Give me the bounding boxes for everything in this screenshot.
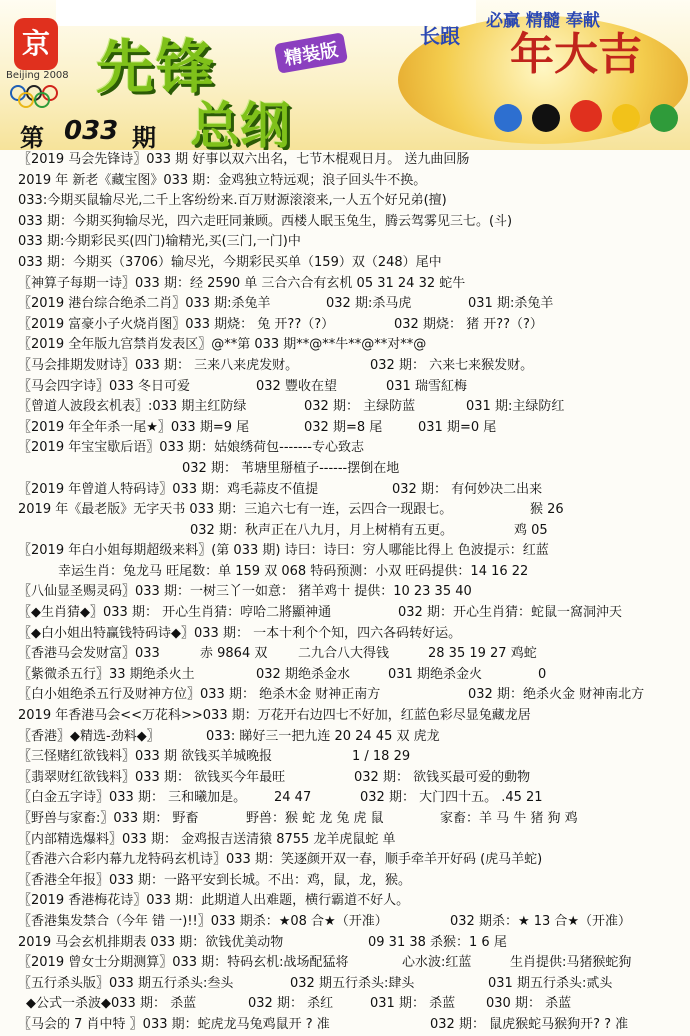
line-text: 031 期:杀兔羊 [468,296,554,312]
line-text: 〖2019 曾女士分期测算〗033 期：特码玄机:战场配猛将 [18,955,349,971]
list-item [0,1015,690,1036]
list-item [0,191,690,212]
line-text: 032 期： 六来七来猴发财。 [370,357,534,373]
list-item [0,459,690,480]
line-text: 〖野兽与家畜:〗033 期： 野畜 [18,811,199,826]
line-text: 〖2019 香港梅花诗〗033 期：此期道人出难题，横行霸道不好人。 [18,893,410,909]
line-text: 〖2019 年全年杀一尾★〗033 期=9 尾 [18,419,250,435]
line-text: 〖内部精选爆料〗033 期： 金鸡报吉送清猿 8755 龙羊虎鼠蛇 单 [18,831,396,847]
line-text: 〖◆白小姐出特赢钱特码诗◆〗033 期： 一本十利个个知，四六各码转好运。 [18,625,462,641]
line-text: 〖香港六合彩内幕九龙特码玄机诗〗033 期：笑逐颜开双一春，顺手牵羊开好码 (虎马羊蛇) [18,852,543,868]
list-item [0,685,690,706]
list-item [0,232,690,253]
slogan: 必赢 精髓 奉献 [486,11,600,31]
line-text: 〖白金五字诗〗033 期： 三和曦加是。 [18,790,247,806]
line-text: 猴 26 [530,502,564,518]
list-item [0,562,690,583]
line-text: 2019 年香港马会<<万花科>>033 期：万花开右边四七不好加，红蓝色彩尽显兔藏龙居 [18,708,531,724]
circle-big-text: 年大吉 [510,29,642,80]
list-item [0,891,690,912]
list-item [0,541,690,562]
issue-number: 033 [64,116,119,146]
list-item [0,727,690,748]
line-text: 〖2019 港台综合绝杀二肖〗033 期:杀兔羊 [18,296,271,312]
line-text: 二九合八大得钱 [298,646,390,662]
list-item [0,294,690,315]
list-item [0,953,690,974]
list-item [0,871,690,892]
line-text: 032 期烧： 猪 开??（?） [394,316,543,332]
list-item [0,171,690,192]
list-item [0,418,690,439]
list-item [0,480,690,501]
line-text: 鸡 05 [514,522,548,538]
line-text: 033 期:今期彩民买(四门)输精光,买(三门,一门)中 [18,234,301,250]
line-text: 〖2019 年宝宝歇后语〗033 期：姑娘绣荷包-------专心致志 [18,440,364,456]
line-text: 032 期： 苇塘里掰植子------摆倒在地 [182,460,400,476]
olympic-rings-icon [8,84,78,108]
olympic-emblem-icon: 京 [14,18,58,70]
list-item [0,274,690,295]
line-text: 〖2019 全年版九宫禁肖发表区〗@**第 033 期**@**牛**@**对**@ [18,337,427,353]
line-text: 033 期：今期买狗输尽光，四六走旺同兼顾。西楼人眠玉兔生，腾云驾雾见三七。(斗) [18,213,513,229]
list-item [0,150,690,171]
list-item [0,850,690,871]
list-item [0,582,690,603]
list-item [0,933,690,954]
line-text: 24 47 [274,790,312,806]
line-text: 032 期:杀马虎 [326,296,412,312]
header-banner [0,0,690,150]
list-item [0,335,690,356]
line-text: 032 期： 大门四十五。 .45 21 [360,790,543,806]
line-text: 〖马会四字诗〗033 冬日可爱 [18,378,190,394]
line-text: 家畜：羊 马 牛 猪 狗 鸡 [440,811,578,826]
list-item [0,830,690,851]
list-item [0,644,690,665]
list-item [0,603,690,624]
line-text: 032 期： 杀红 [248,996,334,1012]
prediction-list [0,150,690,1036]
line-text: 2019 年 新老《藏宝图》033 期：金鸡独立特远观；浪子回头牛不换。 [18,172,427,188]
line-text: 〖香港〗◆精选-劲料◆〗 [18,728,160,744]
line-text: 030 期： 杀蓝 [486,996,572,1012]
list-item [0,706,690,727]
list-item [0,521,690,542]
line-text: 28 35 19 27 鸡蛇 [428,646,537,662]
line-text: 〖马会的 7 肖中特 〗033 期：蛇虎龙马兔鸡鼠开 ? 准 [18,1016,330,1032]
line-text: 031 期五行杀头:贰头 [488,975,613,991]
line-text: 〖白小姐绝杀五行及财神方位〗033 期： 绝杀木金 财神正南方 [18,687,381,703]
line-text: 032 期： 主绿防蓝 [304,399,416,415]
circle-label: 长跟 [420,24,460,48]
line-text: 〖三怪赌红欲钱料〗033 期 欲钱买羊城晚报 [18,749,273,765]
list-item [0,974,690,995]
list-item [0,500,690,521]
line-text: 2019 年《最老版》无字天书 033 期：三追六七有一连，云四合一现跟七。 [18,502,453,518]
line-text: 032 期五行杀头:肆头 [290,975,415,991]
line-text: 09 31 38 杀猴：1 6 尾 [368,934,507,950]
line-text: 野兽：猴 蛇 龙 兔 虎 鼠 [246,811,384,826]
line-text: 031 期=0 尾 [418,419,497,435]
list-item [0,315,690,336]
edition-badge: 精装版 [274,32,348,74]
line-text: 032 期： 鼠虎猴蛇马猴狗开? ? 准 [430,1016,629,1032]
line-text: 031 期绝杀金火 [388,666,482,682]
line-text: 〖香港马会发财富〗033 [18,646,160,662]
line-text: 032 期=8 尾 [304,419,383,435]
line-text: 〖八仙显圣赐灵码〗033 期：一树三丫一如意： 猪羊鸡十 提供：10 23 35 40 [18,584,472,600]
line-text: 2019 马会玄机排期表 033 期：欲钱优美动物 [18,934,284,950]
line-text: 033 期：今期买（3706）输尽光，今期彩民买单（159）双（248）尾中 [18,254,442,270]
issue-prefix: 第 [20,124,44,150]
line-text: 033: 睇好三一把九连 20 24 45 双 虎龙 [206,728,440,744]
line-text: 〖2019 富豪小子火烧肖图〗033 期烧： 兔 开??（?） [18,316,335,332]
line-text: 〖2019 年曾道人特码诗〗033 期：鸡毛蒜皮不值提 [18,481,319,497]
line-text: 033:今期买鼠输尽光,二千上客纷纷来.百万财源滚滚来,一人五个好兄弟(擅) [18,193,447,209]
list-item [0,665,690,686]
list-item [0,624,690,645]
line-text: 〖神算子每期一诗〗033 期：经 2590 单 三合六合有玄机 05 31 24 32 蛇牛 [18,275,466,291]
list-item [0,912,690,933]
line-text: 〖马会排期发财诗〗033 期： 三来八来虎发财。 [18,357,299,373]
list-item [0,788,690,809]
mascots-icon [488,96,688,146]
list-item [0,253,690,274]
line-text: 032 期：绝杀火金 财神南北方 [468,687,645,703]
line-text: 032 豐收在望 [256,378,337,394]
line-text: 032 期： 欲钱买最可爱的動物 [354,769,531,785]
line-text: 〖2019 马会先锋诗〗033 期 好事以双六出名，七节木棍观日月。 送九曲回肠 [18,152,470,167]
list-item [0,994,690,1015]
line-text: 0 [538,666,547,682]
list-item [0,356,690,377]
line-text: 031 期： 杀蓝 [370,996,456,1012]
line-text: 〖翡翠财红欲钱料〗033 期： 欲钱买今年最旺 [18,769,286,785]
line-text: 〖五行杀头版〗033 期五行杀头:叁头 [18,975,234,991]
issue-suffix: 期 [132,124,156,150]
line-text: 031 期:主绿防红 [466,399,565,415]
line-text: 心水波:红蓝 [402,955,472,971]
title-line-1: 先锋 [96,33,217,101]
line-text: 031 瑞雪紅梅 [386,378,467,394]
list-item [0,377,690,398]
line-text: ◆公式一杀波◆033 期： 杀蓝 [26,996,197,1012]
line-text: 〖紫微杀五行〗33 期绝杀火土 [18,666,195,682]
logo-caption: Beijing 2008 [6,70,69,81]
list-item [0,747,690,768]
list-item [0,809,690,830]
line-text: 032 期： 有何妙决二出来 [392,481,543,497]
line-text: 032 期：秋声正在八九月，月上树梢有五更。 [190,522,453,538]
line-text: 〖◆生肖猜◆〗033 期： 开心生肖猜：哼哈二將顯神通 [18,605,332,621]
line-text: 032 期绝杀金水 [256,666,350,682]
line-text: 〖曾道人波段玄机表〗:033 期主红防绿 [18,399,247,415]
line-text: 生肖提供:马猪猴蛇狗 [510,955,632,971]
line-text: 赤 9864 双 [200,646,268,662]
line-text: 〖2019 年白小姐每期超级来料〗(第 033 期) 诗曰：诗曰：穷人哪能比得上 色波提示：红蓝 [18,543,549,559]
list-item [0,438,690,459]
list-item [0,768,690,789]
line-text: 〖香港集发禁合（今年 错 一)!!〗033 期杀：★08 合★（开准） [18,913,388,929]
list-item [0,212,690,233]
line-text: 032 期：开心生肖猜：蛇鼠一窩洞沖天 [398,605,622,621]
line-text: 032 期杀：★ 13 合★（开准） [450,913,632,929]
list-item [0,397,690,418]
line-text: 幸运生肖：兔龙马 旺尾数：单 159 双 068 特码预测：小双 旺码提供：14 16 22 [58,563,529,579]
line-text: 1 / 18 29 [352,749,411,765]
line-text: 〖香港全年报〗033 期：一路平安到长城。不出：鸡，鼠，龙，猴。 [18,872,411,888]
title-line-2: 总纲 [190,97,290,150]
